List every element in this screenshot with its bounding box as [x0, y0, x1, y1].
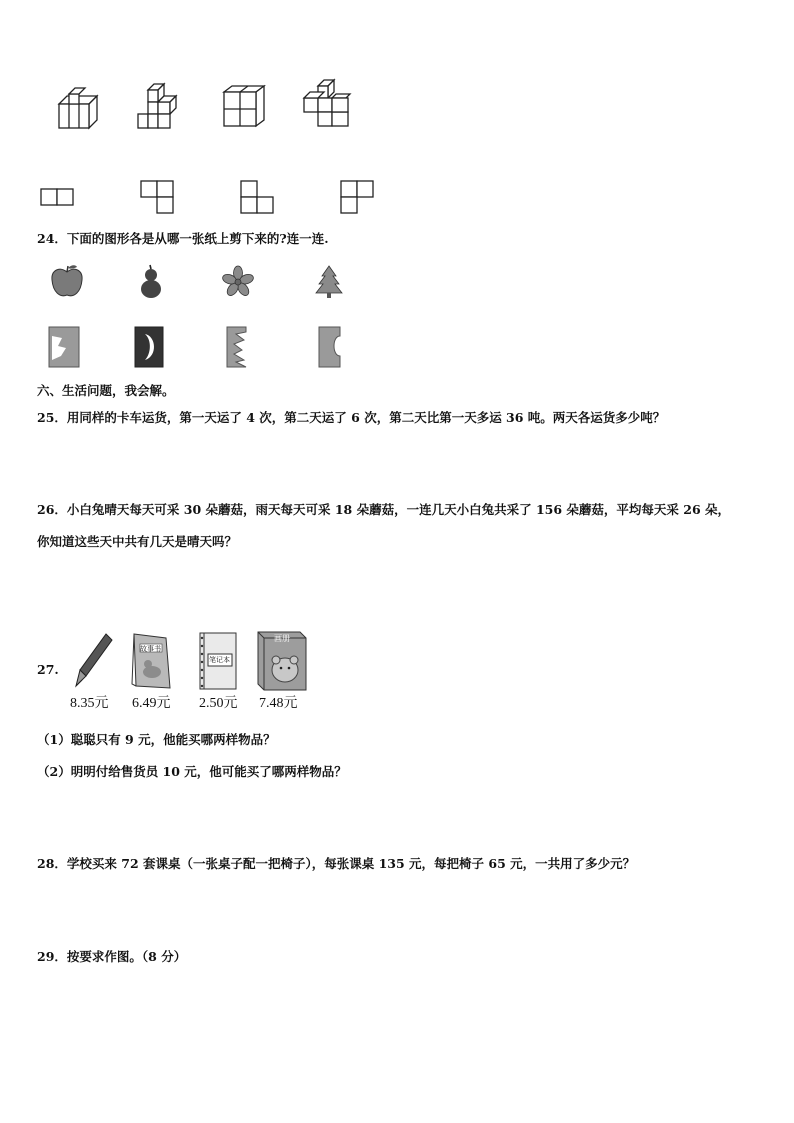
gourd-icon [136, 264, 166, 300]
question-25: 25．用同样的卡车运货，第一天运了 4 次，第二天运了 6 次，第二天比第一天多运 36 吨。两天各运货多少吨？ [37, 410, 666, 425]
flower-icon [222, 266, 254, 298]
question-28: 28．学校买来 72 套课桌（一张桌子配一把椅子），每张课桌 135 元，每把椅子 65 元，一共用了多少元？ [37, 856, 636, 871]
section-6-title: 六、生活问题，我会解。 [37, 383, 175, 398]
question-27-label: 27. [37, 662, 59, 677]
question-29: 29．按要求作图。（8 分） [37, 949, 187, 964]
cube-solid-1 [55, 92, 105, 132]
notebook-cover-label: 笔记本 [209, 656, 230, 664]
view-figure-2 [140, 180, 180, 216]
price-picture-book: 7.48元 [259, 696, 298, 711]
picture-book-cover-label: 画册 [274, 634, 290, 643]
view-figure-3 [240, 180, 280, 216]
paper-moon-cutout [134, 326, 164, 368]
pen-icon [70, 630, 114, 692]
paper-round-cutout [318, 326, 348, 368]
storybook-cover-label: 故事书 [140, 645, 161, 653]
apple-icon [50, 264, 84, 300]
question-24: 24．下面的图形各是从哪一张纸上剪下来的?连一连. [37, 231, 329, 246]
paper-leaf-cutout [48, 326, 80, 368]
price-pen: 8.35元 [70, 696, 109, 711]
price-storybook: 6.49元 [132, 696, 171, 711]
view-figure-4 [340, 180, 380, 216]
view-figure-1 [40, 188, 80, 208]
cube-solid-3 [220, 84, 270, 132]
cube-solid-4 [300, 78, 355, 132]
question-26-line2: 你知道这些天中共有几天是晴天吗？ [37, 534, 238, 549]
storybook-icon [128, 630, 174, 692]
question-27-sub2: （2）明明付给售货员 10 元，他可能买了哪两样物品？ [37, 764, 347, 779]
price-notebook: 2.50元 [199, 696, 238, 711]
question-27-sub1: （1）聪聪只有 9 元，他能买哪两样物品？ [37, 732, 276, 747]
question-26-line1: 26．小白兔晴天每天可采 30 朵蘑菇，雨天每天可采 18 朵蘑菇，一连几天小白兔共采了 156 朵蘑菇，平均每天采 26 朵， [37, 502, 730, 517]
paper-zigzag-cutout [226, 326, 254, 368]
cube-solid-2 [136, 82, 186, 132]
tree-icon [314, 264, 344, 300]
